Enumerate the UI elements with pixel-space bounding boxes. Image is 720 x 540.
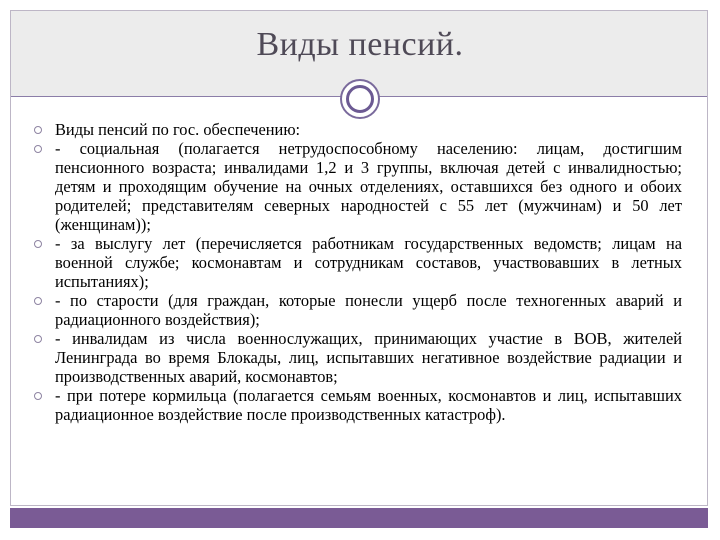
bullet-icon [34,335,42,343]
footer-bar [10,508,708,528]
list-item-text: - социальная (полагается нетрудоспособному населению: лицам, достигшим пенсионного возраста; инвалидами 1,2 и 3 группы, включая детей с инвалидностью; детям и проходящим обучение на очных отделениях, оставшихся без одного и обоих родителей; представителям северных народностей с 55 лет (мужчинам) и 50 лет (женщинам)); [55,139,682,234]
list-item-text: - при потере кормильца (полагается семьям военных, космонавтов и лиц, испытавших радиационное воздействие после производственных катастроф). [55,386,682,424]
list-item [30,329,682,386]
list-item-text: Виды пенсий по гос. обеспечению: [55,120,301,139]
slide-title: Виды пенсий. [256,26,464,63]
bullet-icon [34,392,42,400]
list-item [30,386,682,424]
list-item [30,120,682,139]
bullet-icon [34,145,42,153]
list-item [30,234,682,291]
ring-ornament-icon [340,79,380,119]
inner-ring-icon [346,85,374,113]
list-item [30,291,682,329]
list-item [30,139,682,234]
list-item-text: - инвалидам из числа военнослужащих, принимающих участие в ВОВ, жителей Ленинграда во время Блокады, лиц, испытавших негативное воздействие радиации и производственных аварий, космонавтов; [55,329,682,386]
bullet-icon [34,126,42,134]
bullet-icon [34,240,42,248]
bullet-icon [34,297,42,305]
bullet-list [30,120,682,424]
list-item-text: - за выслугу лет (перечисляется работникам государственных ведомств; лицам на военной службе; космонавтам и сотрудникам составов, участвовавших в летных испытаниях); [55,234,682,291]
list-item-text: - по старости (для граждан, которые понесли ущерб после техногенных аварий и радиационного воздействия); [55,291,682,329]
